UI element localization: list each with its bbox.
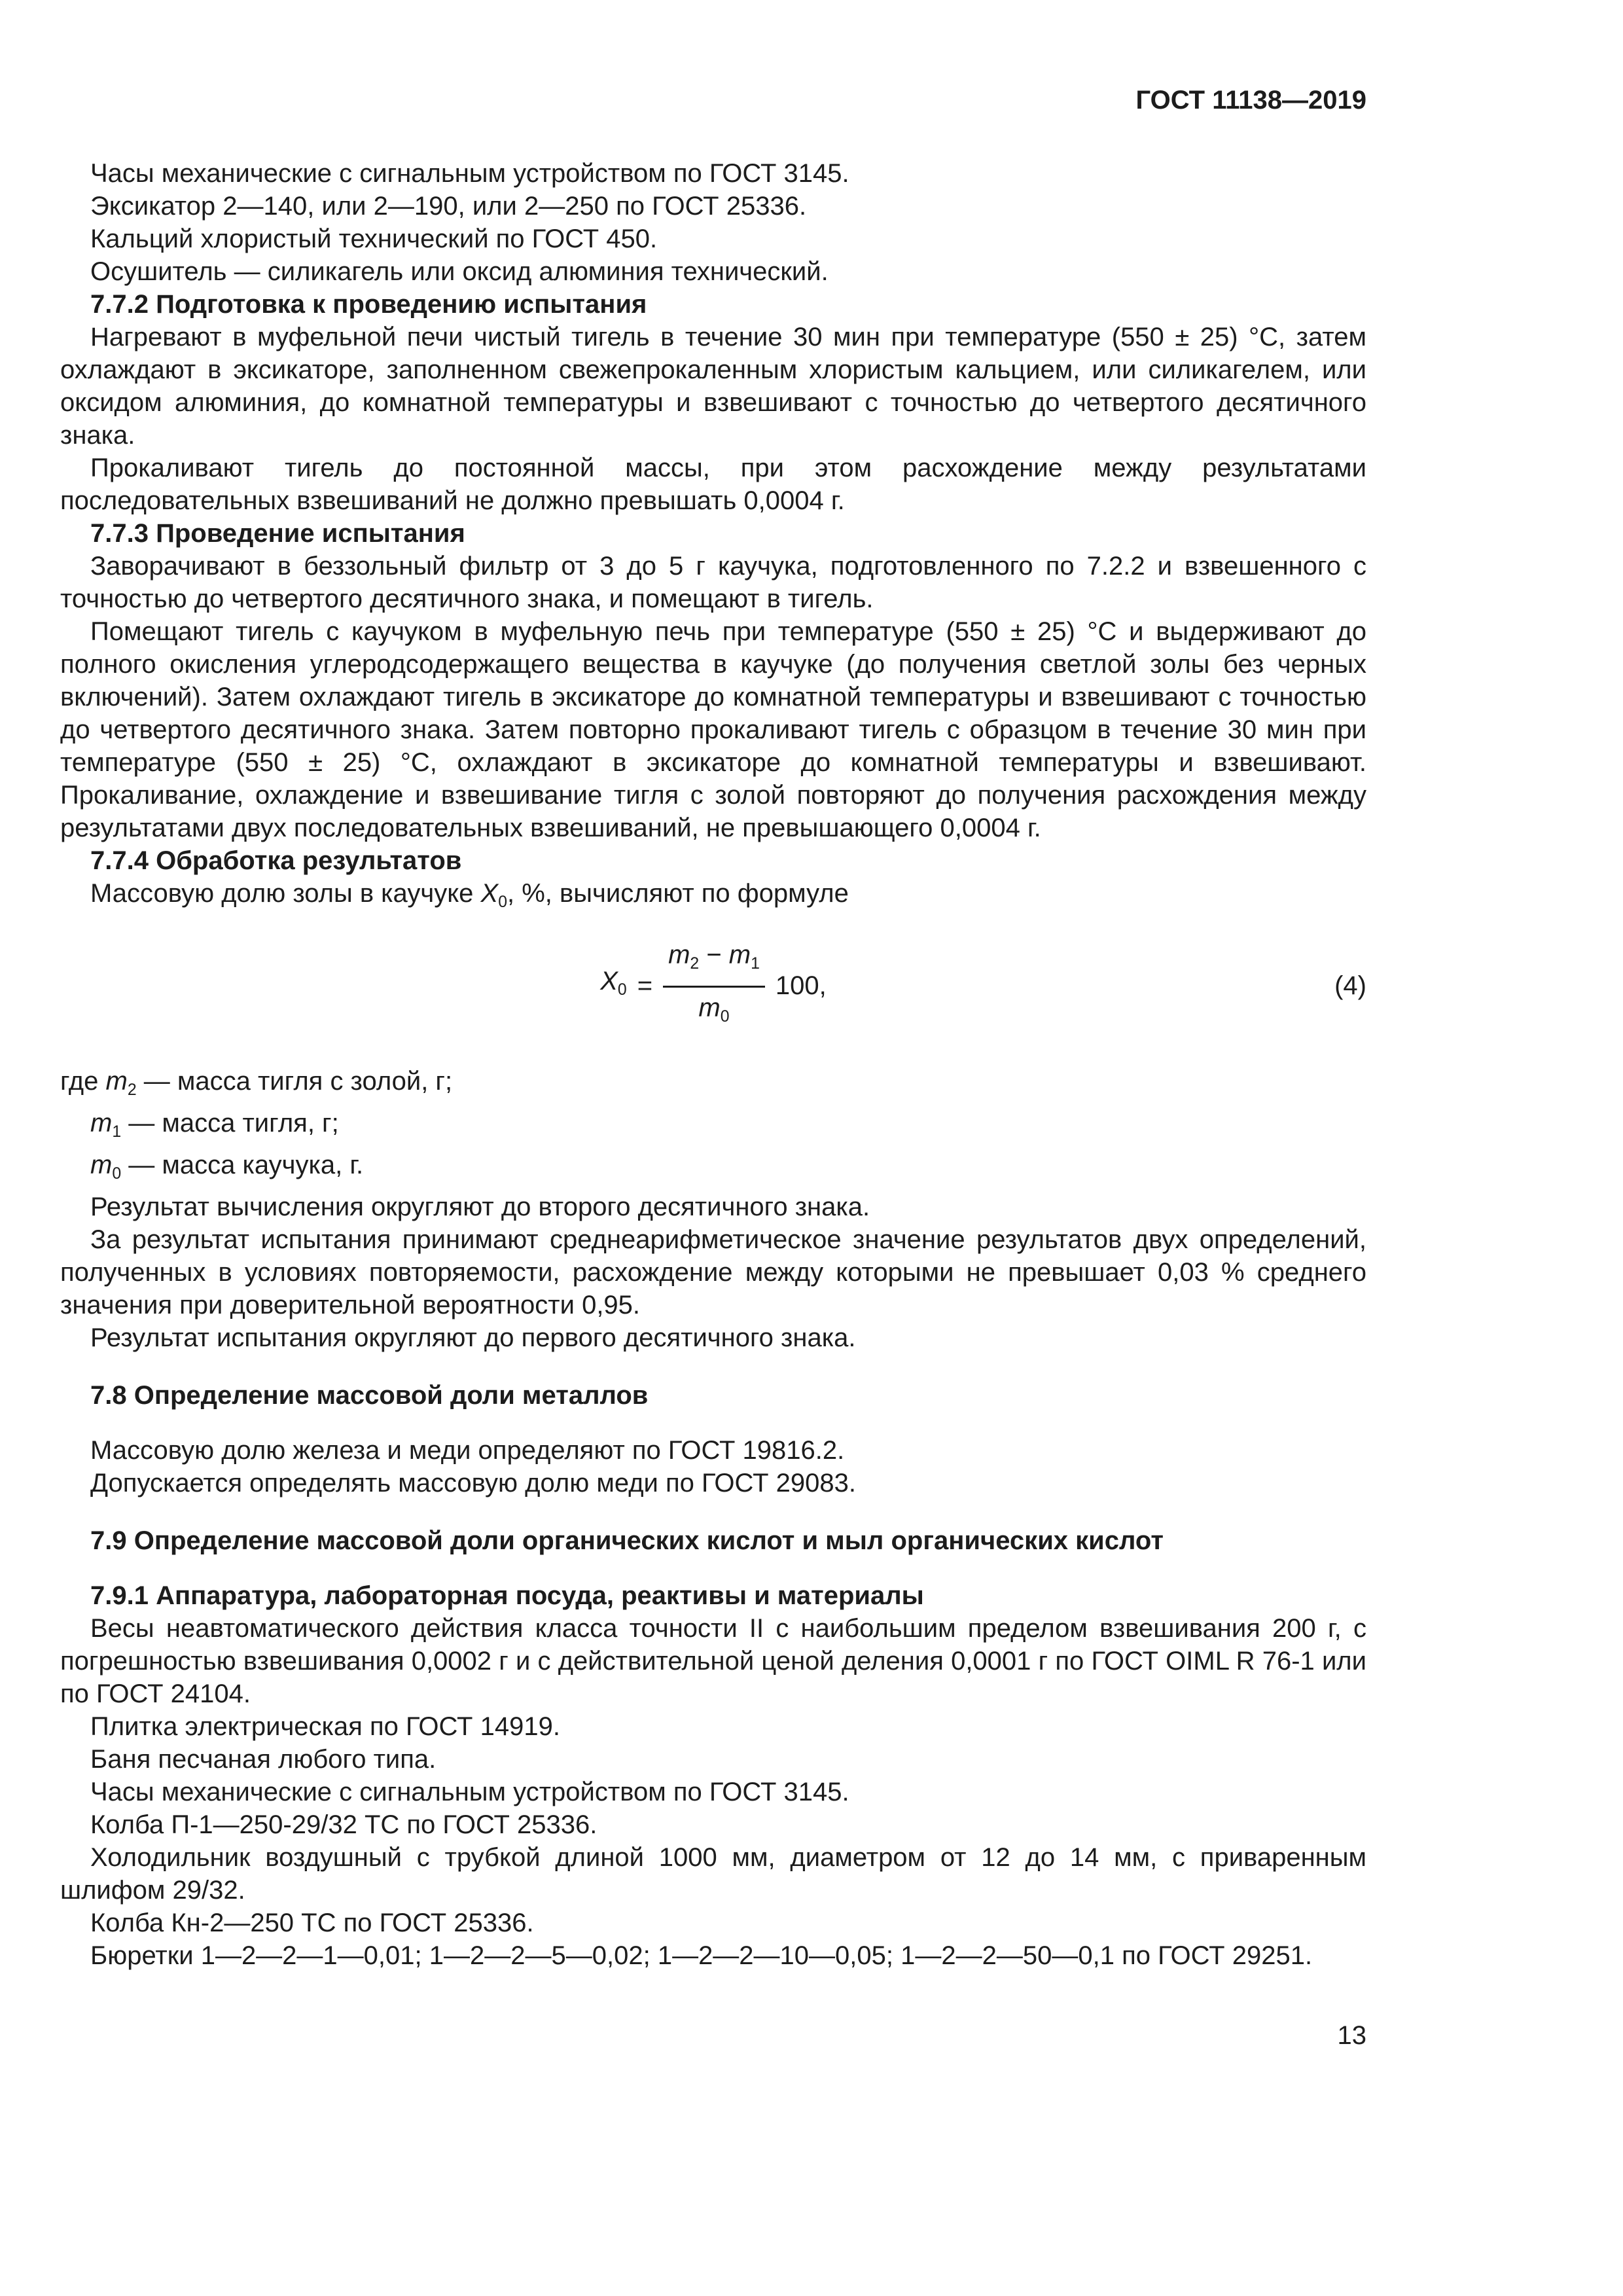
text-run: Помещают тигель с каучуком в муфельную печь при температуре (550 ± 25) °С и выдерживают до полного окисления углеродсодержащего вещества в каучуке (до получения светлой золы без черных включений). Затем охлаждают тигель в эксикаторе до комнатной температуры и взвешивают с точностью до четвертого десятичного знака. Затем повторно прокаливают тигель с образцом в течение 30 мин при температуре (550 ± 25) °С, охлаждают в эксикаторе до комнатной температуры и взвешивают. Прокаливание, охлаждение и взвешивание тигля с золой повторяют до получения расхождения между результатами двух последовательных взвешиваний, не превышающего 0,0004 г. (60, 617, 1366, 842)
section-heading (60, 1524, 1366, 1557)
paragraph (60, 1467, 1366, 1499)
text-run: Массовую долю золы в каучуке (90, 879, 481, 908)
formula-variable: m (668, 940, 690, 969)
text-run: 7.8 Определение массовой доли металлов (90, 1380, 649, 1410)
text-run: Результат вычисления округляют до второго десятичного знака. (90, 1192, 870, 1221)
text-run: — масса каучука, г. (121, 1150, 364, 1179)
doc-number-header: ГОСТ 11138—2019 (1135, 86, 1366, 115)
text-run: Кальций хлористый технический по ГОСТ 450. (90, 224, 658, 253)
fraction-denominator (698, 988, 729, 1033)
paragraph (60, 1612, 1366, 1710)
text-run: Колба П-1—250-29/32 ТС по ГОСТ 25336. (90, 1810, 597, 1839)
paragraph (60, 1907, 1366, 1939)
text-run: Часы механические с сигнальным устройством по ГОСТ 3145. (90, 159, 849, 188)
formula-subscript: 0 (720, 1007, 730, 1026)
content-lower (60, 1065, 1366, 1972)
paragraph (60, 255, 1366, 288)
formula-expression (600, 939, 827, 1033)
paragraph (60, 1939, 1366, 1972)
text-run: Результат испытания округляют до первого десятичного знака. (90, 1323, 856, 1352)
paragraph (60, 1191, 1366, 1223)
text-run: 7.7.3 Проведение испытания (90, 519, 465, 548)
text-run: Массовую долю железа и меди определяют по ГОСТ 19816.2. (90, 1435, 845, 1465)
definition-line (60, 1065, 1366, 1107)
formula-lhs (600, 965, 626, 1007)
text-run: m (105, 1066, 128, 1096)
paragraph (60, 1710, 1366, 1743)
section-heading (60, 1379, 1366, 1412)
formula-block (60, 939, 1366, 1033)
formula-number: (4) (1334, 971, 1366, 1001)
paragraph (60, 615, 1366, 844)
text-run: , %, вычисляют по формуле (507, 879, 849, 908)
clause-heading (60, 288, 1366, 321)
paragraph (60, 1808, 1366, 1841)
text-run: 1 (112, 1122, 122, 1141)
text-run: — масса тигля с золой, г; (136, 1066, 453, 1096)
text-run: Осушитель — силикагель или оксид алюминия технический. (90, 257, 829, 286)
formula-factor: 100, (775, 971, 827, 1001)
text-run: Баня песчаная любого типа. (90, 1744, 437, 1774)
text-run: 0 (112, 1164, 122, 1183)
text-run: Прокаливают тигель до постоянной массы, при этом расхождение между результатами последовательных взвешиваний не должно превышать 0,0004 г. (60, 454, 1366, 515)
paragraph (60, 1776, 1366, 1808)
text-run: m (90, 1108, 113, 1138)
text-run: Эксикатор 2—140, или 2—190, или 2—250 по ГОСТ 25336. (90, 192, 807, 221)
definition-line (60, 1107, 1366, 1149)
formula-variable: m (728, 940, 751, 969)
clause-heading (60, 517, 1366, 550)
text-run: где (60, 1066, 106, 1096)
text-run: 7.7.4 Обработка результатов (90, 846, 462, 875)
paragraph (60, 1841, 1366, 1907)
text-run: Холодильник воздушный с трубкой длиной 1000 мм, диаметром от 12 до 14 мм, с приваренным шлифом 29/32. (60, 1842, 1366, 1905)
paragraph (60, 1434, 1366, 1467)
text-run: Нагревают в муфельной печи чистый тигель в течение 30 мин при температуре (550 ± 25) °С, затем охлаждают в эксикаторе, заполненном свежепрокаленным хлористым кальцием, или силикагелем, или оксидом алюминия, до комнатной температуры и взвешивают с точностью до четвертого десятичного знака. (60, 323, 1366, 450)
text-run: Часы механические с сигнальным устройством по ГОСТ 3145. (90, 1777, 849, 1806)
paragraph (60, 877, 1366, 919)
formula-subscript: 0 (617, 981, 627, 999)
text-run: m (90, 1150, 113, 1179)
content-upper (60, 157, 1366, 919)
text-run: Допускается определять массовую долю меди по ГОСТ 29083. (90, 1468, 856, 1498)
paragraph (60, 550, 1366, 615)
paragraph (60, 223, 1366, 255)
definition-line (60, 1149, 1366, 1191)
paragraph (60, 157, 1366, 190)
formula-subscript: 2 (690, 954, 700, 973)
paragraph (60, 452, 1366, 517)
text-run: Колба Кн-2—250 ТС по ГОСТ 25336. (90, 1908, 534, 1937)
text-run: X (480, 879, 499, 908)
text-run: 7.9.1 Аппаратура, лабораторная посуда, реактивы и материалы (90, 1581, 924, 1610)
text-run: Бюретки 1—2—2—1—0,01; 1—2—2—5—0,02; 1—2—2—10—0,05; 1—2—2—50—0,1 по ГОСТ 29251. (90, 1941, 1313, 1970)
text-run: 7.7.2 Подготовка к проведению испытания (90, 290, 647, 319)
text-run: 2 (127, 1081, 137, 1099)
paragraph (60, 1321, 1366, 1354)
equals-sign: = (637, 971, 653, 1001)
paragraph (60, 321, 1366, 452)
formula-subscript: 1 (751, 954, 760, 973)
paragraph (60, 190, 1366, 223)
fraction-numerator (663, 939, 765, 988)
text-run: Весы неавтоматического действия класса точности II с наибольшим пределом взвешивания 200 г, с погрешностью взвешивания 0,0002 г и с действительной ценой деления 0,0001 г по ГОСТ OIML R 76-1 или по ГОСТ 24104. (60, 1613, 1366, 1708)
text-run: Плитка электрическая по ГОСТ 14919. (90, 1712, 560, 1741)
formula-variable: X (600, 967, 618, 996)
formula-variable: m (698, 993, 721, 1022)
page-number: 13 (1337, 2020, 1366, 2050)
text-run: — масса тигля, г; (121, 1108, 339, 1138)
formula-fraction (663, 939, 765, 1033)
clause-heading (60, 1579, 1366, 1612)
paragraph (60, 1223, 1366, 1321)
minus-sign: − (706, 940, 722, 969)
text-run: Заворачивают в беззольный фильтр от 3 до 5 г каучука, подготовленного по 7.2.2 и взвешенного с точностью до четвертого десятичного знака, и помещают в тигель. (60, 552, 1366, 613)
text-run: За результат испытания принимают среднеарифметическое значение результатов двух определений, полученных в условиях повторяемости, расхождение между которыми не превышает 0,03 % среднего значения при доверительной вероятности 0,95. (60, 1225, 1366, 1319)
text-run: 7.9 Определение массовой доли органических кислот и мыл органических кислот (90, 1526, 1164, 1555)
paragraph (60, 1743, 1366, 1776)
clause-heading (60, 844, 1366, 877)
text-run: 0 (498, 893, 507, 911)
